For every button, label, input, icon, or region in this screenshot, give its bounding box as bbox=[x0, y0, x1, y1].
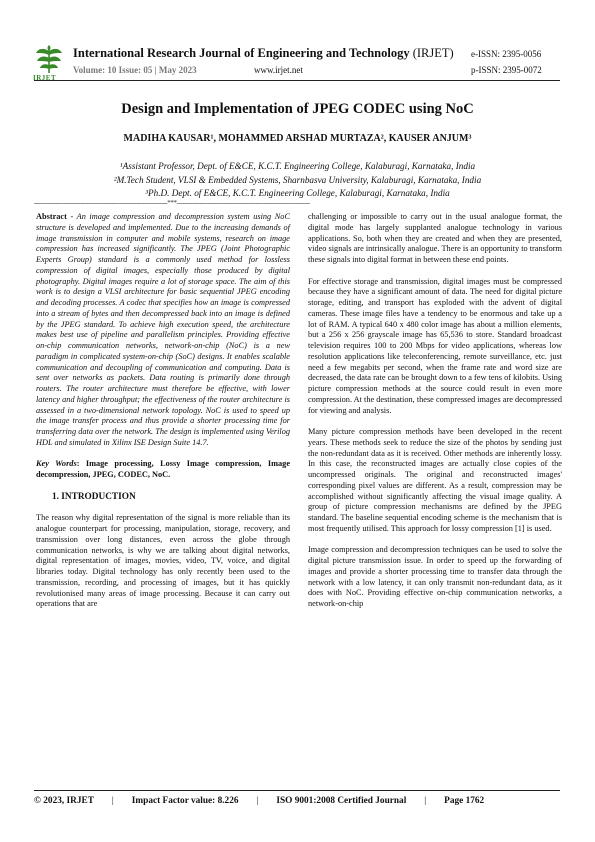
footer-separator: | bbox=[256, 796, 259, 806]
volume-issue: Volume: 10 Issue: 05 | May 2023 bbox=[73, 65, 197, 75]
keywords-text: : Image processing, Lossy Image compression, Image decompression, JPEG, CODEC, NoC. bbox=[36, 459, 290, 479]
abstract bbox=[36, 212, 290, 449]
e-issn: e-ISSN: 2395-0056 bbox=[471, 49, 542, 59]
footer-impact-factor: Impact Factor value: 8.226 bbox=[131, 796, 239, 806]
body-paragraph-2: For effective storage and transmission, digital images must be compressed because they have a significant amount of data. The need for digital picture storage, editing, and transport has exploded with the advent of digital cameras. These image files have a tendency to be enormous and take up a lot of RAM. A typical 640 x 480 color image has about a million elements, but a 256 x 256 grayscale image has 65,536 to store. Standard broadcast television requires 100 to 200 Mbps for video applications, whereas low resolution applications like teleconferencing, remote surveillance, etc. just need a few megabits per second, when the frame rate and word size are decreased, the data rate can be brought down to a few tens of kilobits. Using picture compression methods at the source could result in even more compression. At the destination, these compressed images are decompressed for viewing and analysis. bbox=[308, 276, 562, 415]
affiliation-3: ³Ph.D. Dept. of E&CE, K.C.T. Engineering College, Kalaburagi, Karnataka, India bbox=[145, 188, 450, 198]
footer-page-number: Page 1762 bbox=[444, 796, 485, 806]
keywords-label: Key Words bbox=[36, 459, 77, 469]
journal-name bbox=[73, 46, 454, 61]
keywords bbox=[36, 459, 290, 481]
footer-rule bbox=[34, 790, 560, 791]
journal-name-text: International Research Journal of Engineering and Technology bbox=[73, 46, 410, 60]
paper-authors: MADIHA KAUSAR¹, MOHAMMED ARSHAD MURTAZA², KAUSER ANJUM³ bbox=[123, 133, 472, 144]
journal-logo bbox=[34, 43, 64, 77]
left-column bbox=[36, 212, 290, 621]
footer-separator: | bbox=[424, 796, 427, 806]
affiliation-2: ²M.Tech Student, VLSI & Embedded Systems, Sharnbasva University, Kalaburagi, Karnataka, India bbox=[113, 175, 482, 185]
introduction-heading: 1. INTRODUCTION bbox=[52, 491, 136, 502]
body-paragraph-1: challenging or impossible to carry out in the usual analogue format, the digital mode has largely supplanted analogue technology in various applications. So, both when they are created and when they are presented, video signals are intrinsically analogue. There is an opportunity to transform these signals into digital format in between these end points. bbox=[308, 212, 562, 264]
body-paragraph-4: Image compression and decompression techniques can be used to solve the digital picture transmission issue. In order to speed up the forwarding of images and provide a shorter processing time to transfer data through the network with a low latency, it can only transmit non-redundant data, as it does with NoC. Providing effective on-chip communication networks, a network-on-chip bbox=[308, 545, 562, 608]
logo-text: IRJET bbox=[33, 74, 57, 82]
journal-website: www.irjet.net bbox=[254, 65, 303, 75]
footer-iso: ISO 9001:2008 Certified Journal bbox=[276, 796, 407, 806]
footer-separator: | bbox=[111, 796, 114, 806]
right-column bbox=[308, 212, 562, 621]
paper-title: Design and Implementation of JPEG CODEC using NoC bbox=[121, 101, 474, 117]
section-separator: ---------------------------------------------------------------------***--------------------------------------------------------------------- bbox=[34, 199, 310, 207]
journal-abbrev: (IRJET) bbox=[412, 46, 454, 60]
header-rule bbox=[34, 80, 560, 81]
affiliation-1: ¹Assistant Professor, Dept. of E&CE, K.C.T. Engineering College, Kalaburagi, Karnataka, India bbox=[119, 161, 476, 171]
footer-copyright: © 2023, IRJET bbox=[34, 796, 94, 806]
body-paragraph-3: Many picture compression methods have been developed in the recent years. These methods seek to reduce the size of the photos by sending just the non-redundant data as it is received. Other methods are inherently lossy. In this case, the reconstructed images are actually close copies of the uncompressed originals. The original and reconstructed images' corresponding pixel values are different. As a result, compression may be accomplished without significantly affecting the visual image quality. A group of picture compression mechanisms are defined by the JPEG standard. The baseline sequential encoding scheme is the mechanism that is most frequently utilised. This approach for lossy compression [1] is used. bbox=[308, 427, 562, 533]
abstract-text: - An image compression and decompression system using NoC structure is developed and implemented. Due to the increasing demands of image transmission in computer and mobile systems, research on image compression has increased significantly. The JPEG (Joint Photographic Experts Group) standard is a commonly used method for lossless compression of digital images, especially those produced by digital photography. Digital images require a lot of storage space. The aim of this work is to design a VLSI architecture for basic sequential JPEG encoding and decoding processes. A codec that specifies how an image is compressed into a stream of bytes and then decompressed back into an image is defined by the JPEG standard. To achieve high execution speed, the architecture makes best use of pipeline and parallelism principles. Providing effective on-chip communication networks, network-on-chip (NoC) is a new paradigm in complicated system-on-chip (SoC) designs. It enables scalable communication and decoupling of communication and computing. Data is sent over networks as packets. Data routing is primarily done through routers. The router architecture must therefore be effective, with lower latency and higher throughput; the effectiveness of the router architecture is assessed in a two-dimensional network topology. NoC is used to speed up the image transfer process and thus provide a shorter processing time for transferring data over the network. The design is implemented using Verilog HDL and simulated in Xilinx ISE Design Suite 14.7. bbox=[36, 212, 290, 447]
p-issn: p-ISSN: 2395-0072 bbox=[471, 65, 542, 75]
intro-paragraph-1: The reason why digital representation of the signal is more reliable than its analogue counterpart for processing, manipulation, storage, recovery, and transmission over long distances, even across the globe through communication networks, is why we are talking about digital networks, digital representation of images, movies, video, TV, voice, and digital libraries today. Digital technology has only recently been used to the transmission, recording, and processing of images, but it has quickly revolutionised many areas of image processing. Because it can carry out operations that are bbox=[36, 513, 290, 609]
abstract-label: Abstract bbox=[36, 212, 67, 221]
page-footer bbox=[34, 796, 560, 806]
